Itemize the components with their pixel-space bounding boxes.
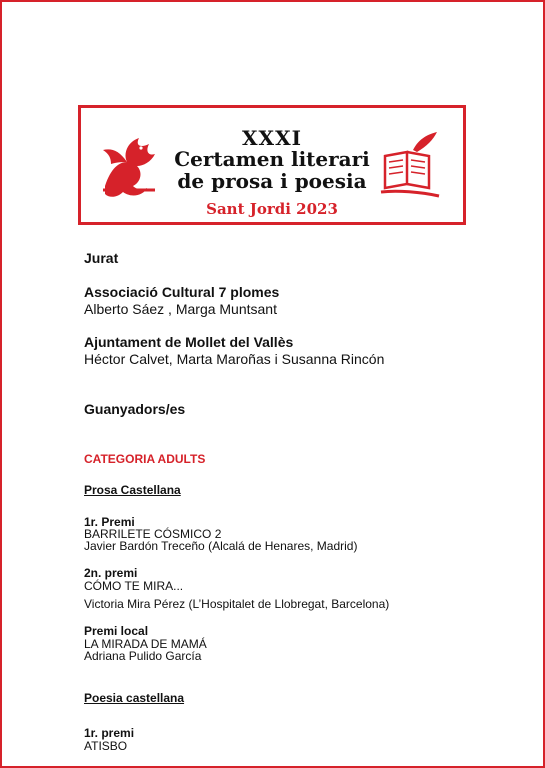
prize-label: Premi local: [84, 624, 149, 638]
prize-author: Victoria Mira Pérez (L’Hospitalet de Llobregat, Barcelona): [84, 597, 390, 611]
banner-text: [171, 128, 373, 220]
jury-heading: Jurat: [84, 250, 119, 266]
jury-org-2: Ajuntament de Mollet del Vallès: [84, 334, 294, 350]
prize-author: Adriana Pulido García: [84, 649, 202, 663]
prize-label: 1r. Premi: [84, 515, 135, 529]
prize-work: CÓMO TE MIRA...: [84, 579, 184, 593]
prize-work: ATISBO: [84, 739, 128, 753]
book-quill-icon: [377, 130, 441, 200]
banner-subtitle: de prosa i poesia: [177, 169, 367, 193]
prize-label: 2n. premi: [84, 566, 138, 580]
prize-author: Javier Bardón Treceño (Alcalá de Henares, Madrid): [84, 539, 358, 553]
jury-members-1: Alberto Sáez , Marga Muntsant: [84, 301, 277, 317]
jury-members-2: Héctor Calvet, Marta Maroñas i Susanna Rincón: [84, 351, 385, 367]
prize-work: LA MIRADA DE MAMÁ: [84, 637, 207, 651]
prize-work: BARRILETE CÓSMICO 2: [84, 527, 222, 541]
dragon-icon: [97, 128, 161, 202]
banner-edition: XXXI: [242, 126, 302, 150]
banner-title: Certamen literari: [174, 147, 370, 171]
category-heading: CATEGORIA ADULTS: [84, 452, 206, 466]
section-title-poetry: Poesia castellana: [84, 691, 185, 705]
banner-occasion: Sant Jordi 2023: [206, 200, 338, 218]
prize-label: 1r. premi: [84, 726, 135, 740]
winners-heading: Guanyadors/es: [84, 401, 186, 417]
section-title-prose: Prosa Castellana: [84, 483, 181, 497]
jury-org-1: Associació Cultural 7 plomes: [84, 284, 280, 300]
event-banner: [78, 105, 466, 225]
